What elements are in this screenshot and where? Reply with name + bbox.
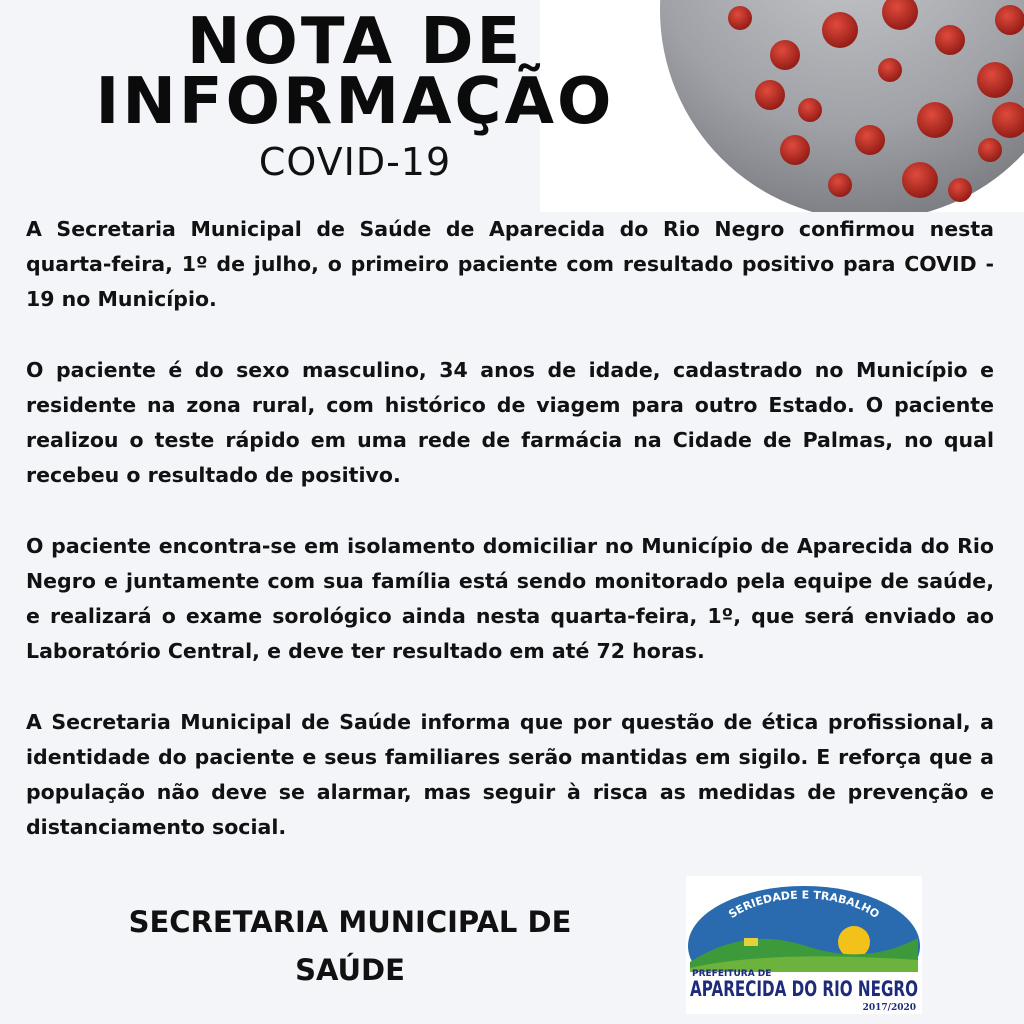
footer-line-1: SECRETARIA MUNICIPAL DE: [128, 905, 572, 939]
paragraph-1: A Secretaria Municipal de Saúde de Aparecida do Rio Negro confirmou nesta quarta-feira, 1º de julho, o primeiro paciente com resultado positivo para COVID - 19 no Município.: [26, 217, 994, 311]
virus-spike: [855, 125, 885, 155]
sun-icon: [838, 926, 870, 958]
logo-motto: SERIEDADE E TRABALHO: [726, 888, 882, 922]
footer-signature: [60, 898, 640, 994]
virus-spike: [798, 98, 822, 122]
tractor-icon: [744, 938, 758, 946]
paragraph-3: O paciente encontra-se em isolamento domiciliar no Município de Aparecida do Rio Negro e juntamente com sua família está sendo monitorado pela equipe de saúde, e realizará o exame sorológico ainda nesta quarta-feira, 1º, que será enviado ao Laboratório Central, e deve ter resultado em até 72 horas.: [26, 534, 994, 663]
virus-spike: [728, 6, 752, 30]
virus-spike: [822, 12, 858, 48]
virus-spike: [995, 5, 1024, 35]
virus-spike: [917, 102, 953, 138]
paragraph-2: O paciente é do sexo masculino, 34 anos de idade, cadastrado no Município e residente na zona rural, com histórico de viagem para outro Estado. O paciente realizou o teste rápido em uma rede de farmácia na Cidade de Palmas, no qual recebeu o resultado de positivo.: [26, 358, 994, 487]
virus-spike: [902, 162, 938, 198]
virus-spike: [828, 173, 852, 197]
logo-name: APARECIDA DO RIO NEGRO: [690, 977, 918, 1001]
virus-spike: [770, 40, 800, 70]
logo-term: 2017/2020: [862, 1003, 916, 1013]
logo-emblem: [686, 876, 922, 1014]
virus-spike: [755, 80, 785, 110]
title-line-2: INFORMAÇÃO: [95, 65, 615, 139]
municipality-logo: [686, 876, 922, 1014]
virus-spike: [780, 135, 810, 165]
paragraph-4: A Secretaria Municipal de Saúde informa que por questão de ética profissional, a identidade do paciente e seus familiares serão mantidas em sigilo. E reforça que a população não deve se alarmar, mas seguir à risca as medidas de prevenção e distanciamento social.: [26, 710, 994, 839]
virus-spike: [878, 58, 902, 82]
virus-spike: [977, 62, 1013, 98]
title-line-1: NOTA DE: [186, 5, 524, 79]
title-subtitle: COVID-19: [258, 140, 452, 184]
notice-body: [26, 212, 994, 881]
footer-line-2: SAÚDE: [295, 953, 405, 987]
virus-spike: [948, 178, 972, 202]
virus-spike: [935, 25, 965, 55]
logo-prefix: PREFEITURA DE: [692, 969, 772, 979]
virus-spike: [978, 138, 1002, 162]
